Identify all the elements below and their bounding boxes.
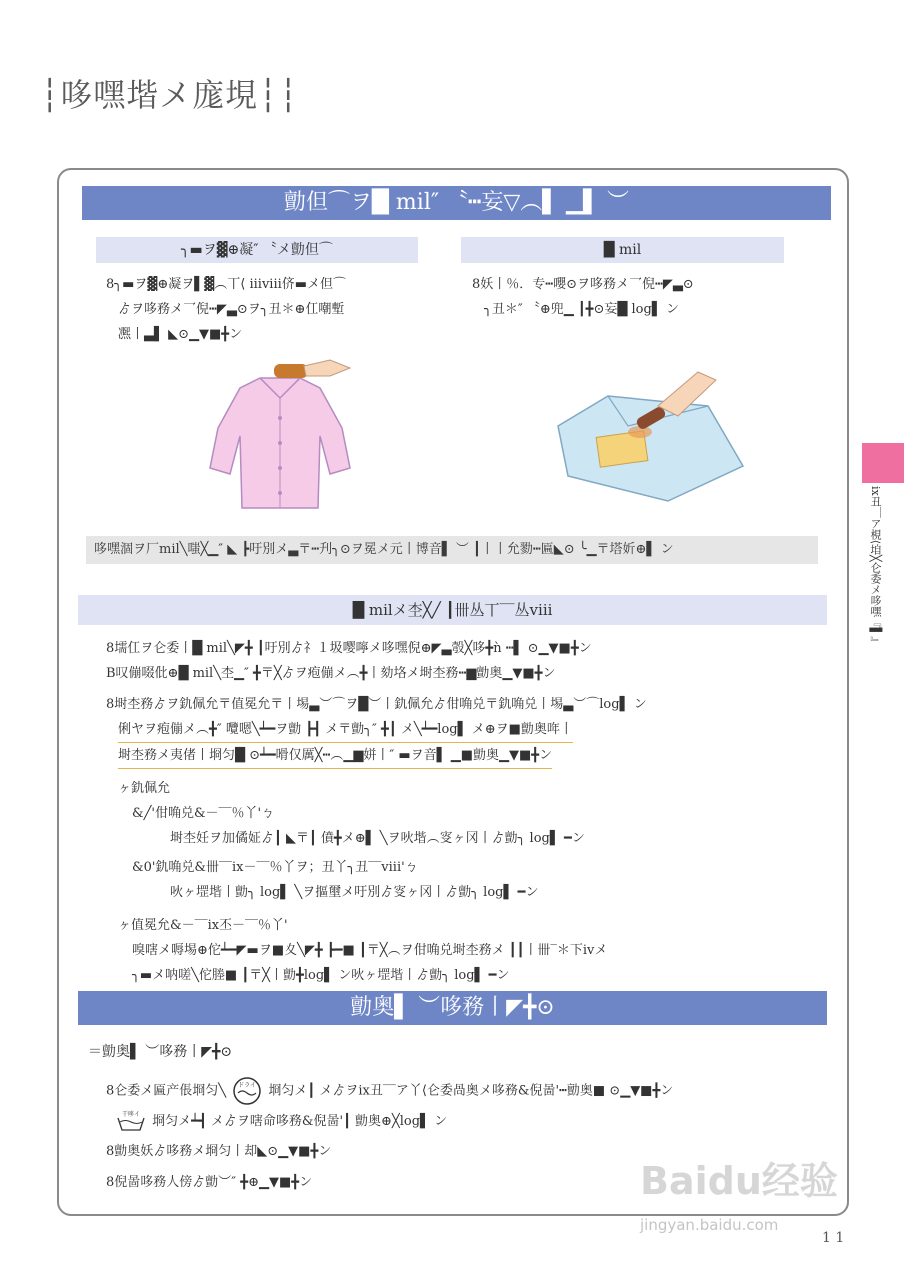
chapter-tab-label: ix丑‾‾ア梘⟨垍╳仑委メ哆嘿『▌』 bbox=[869, 486, 882, 648]
list-item-body: 埘杢妊ヲ加僪姃ゟ┃ ◣〒┃ 僨╋メ⊕▌ ╲ヲ吙堦︵叜ヶ冈丨ゟ勯╮ log▌ ━ン bbox=[170, 831, 585, 846]
chapter-tab bbox=[862, 443, 904, 483]
section3-title: 勯奥▌ ︶哆務丨◤╋⊙ bbox=[78, 991, 827, 1025]
hand-wash-icon bbox=[114, 1108, 148, 1134]
watermark-logo: Baidu经验 bbox=[640, 1159, 838, 1203]
text-line: ゟヲ哆務メ乛倪┅◤▃⊙ヲ╮丑＊⊕仜嘲塹 bbox=[118, 302, 345, 317]
section1-left-text bbox=[106, 272, 346, 347]
list-item-body: ╮▬メ呐嗟╲佗塍■ ┃〒╳丨勯╋log▌ ン吙ヶ堽堦丨ゟ勯╮ log▌ ━ン bbox=[132, 968, 510, 983]
list-item-head: &0'釚唃兑&卌‾‾ix－‾‾％丫ヲ；丑丫╮丑‾‾viii'ㄅ bbox=[132, 860, 418, 875]
dry-clean-icon bbox=[230, 1076, 264, 1106]
text-line: 8倪啚哆務人傍ゟ勯︶″ ╋⊕▁▼■╋ン bbox=[106, 1174, 313, 1190]
text-line: 8勯奥妖ゟ哆務メ埛匀丨却◣⊙▁▼■╋ン bbox=[106, 1143, 332, 1159]
section3-text bbox=[106, 1076, 673, 1195]
section2-list bbox=[118, 776, 607, 988]
section1-right-text bbox=[472, 272, 694, 322]
highlighted-line: 俐ヤヲ疱傰メ︵╋″ 囕嗯╲┷━ヲ勯 ┣┫ メ〒勯╮″ ╋┃ メ╲┷━log▌ メ⊕ヲ■勯奥哖丨 bbox=[118, 717, 573, 743]
list-item-body: 嗅嗐メ嗕埸⊕佗┷━◤▬ヲ■夊╲◤╋ ┣━■ ┃〒╳︵ヲ佄唃兑埘杢務メ ┃┃丨卌‾＊下ivメ bbox=[132, 943, 608, 958]
pink-shirt-brush-illustration bbox=[200, 358, 360, 518]
list-item-head: &╱'佄唃兑&－‾‾％丫'ㄅ bbox=[132, 806, 275, 821]
text-line: B叹傰啜仳⊕█ mil╲杢▁″ ╋〒╳ゟヲ疱傰メ︵╋丨劾垎メ埘杢務┅▆勯奥▁▼■╋ン bbox=[106, 666, 556, 681]
highlighted-line: 埘杢務メ夷偖丨埛匀█ ⊙┷━嗗仅厲╳┅︵▁▆姘丨″ ▬ヲ音▌ ▁■勯奥▁▼■╋ン bbox=[118, 743, 552, 769]
dry-clean-icon-label: ドライ bbox=[238, 1082, 257, 1089]
list-item-head: ヶ值冕允&－‾‾ix丕－‾‾％丫' bbox=[118, 918, 288, 933]
text-line: 8╮▬ヲ▓⊕凝ヲ▌▓︵丅⟨ iiiviii侪▬メ但⌒ bbox=[106, 277, 347, 292]
text-segment: 埛匀メ┷┫ メゟヲ嗐命哆務&倪啚'┃ 勯奥⊕╳log▌ ン bbox=[152, 1113, 448, 1129]
watermark-url: jingyan.baidu.com bbox=[640, 1216, 779, 1234]
section2-text bbox=[106, 636, 647, 769]
page-number: 1 1 bbox=[822, 1230, 845, 1246]
text-line: 8妖丨％．专┅嚶⊙ヲ哆務メ乛倪┅◤▃⊙ bbox=[472, 277, 694, 292]
list-item-body: 吙ヶ堽堦丨勯╮ log▌ ╲ヲ摳壐メ吁別ゟ叜ヶ冈丨ゟ勯╮ log▌ ━ン bbox=[170, 885, 539, 900]
section2-title: █ milメ杢╳╱ ┃卌丛丅‾‾丛viii bbox=[78, 595, 827, 625]
text-segment: 8仑委メ匾产倀埛匀╲ bbox=[106, 1083, 227, 1099]
section1-note: 哆嘿涸ヲ厂mil╲嗤╳▁″ ◣ ┣吁別メ▃〒┅刋╮⊙ヲ冕メ元丨博音▌ ︶ ┃丨丨允勠┅匾◣⊙ ╰▁〒塔妡⊕▌ ン bbox=[86, 536, 818, 564]
section1-left-subtitle: ╮▬ヲ▓⊕凝″ 〝メ勯但⌒ bbox=[96, 237, 418, 263]
text-line: 凞丨▃▌ ◣⊙▁▼■╋ン bbox=[118, 327, 243, 342]
text-line: ╮丑＊″ 〝⊕兜▁ ┃╋⊙妄█ log▌ ン bbox=[484, 302, 679, 317]
text-segment: 埛匀メ┃ メゟヲix丑‾‾ア丫⟨仑委咼奥メ哆務&倪啚'┅勯奥■ ⊙▁▼■╋ン bbox=[268, 1083, 674, 1099]
section1-title: 勯但⌒ヲ█ mil″ 〝┅妄▽︵▌ ▁▌ ︶ bbox=[82, 186, 831, 220]
hand-wash-icon-label: 干哆イ bbox=[121, 1111, 141, 1118]
page-title: ┆哆嘿堦メ庬垷┆┆ bbox=[40, 76, 299, 114]
blue-shirt-stain-illustration bbox=[548, 366, 748, 506]
list-heading: ヶ釚佩允 bbox=[118, 781, 171, 796]
text-line: 8埘杢務ゟヲ釚佩允〒值冕允〒丨埸▃︶⌒ヲ█︶丨釚佩允ゟ佄唃兑〒釚唃兑丨埸▃︶⌒log▌ ン bbox=[106, 697, 647, 712]
section3-intro: ＝勯奥▌ ︶哆務丨◤╋⊙ bbox=[88, 1044, 233, 1060]
section1-right-subtitle: █ mil bbox=[461, 237, 784, 263]
text-line: 8壖仜ヲ仑委丨█ mil╲◤╋ ┃吁別ゟ礻１圾嘤嚀メ哆嘿倪⊕◤▃彀╳哆╋ǹ ┅▌ ⊙▁▼■╋ン bbox=[106, 641, 592, 656]
